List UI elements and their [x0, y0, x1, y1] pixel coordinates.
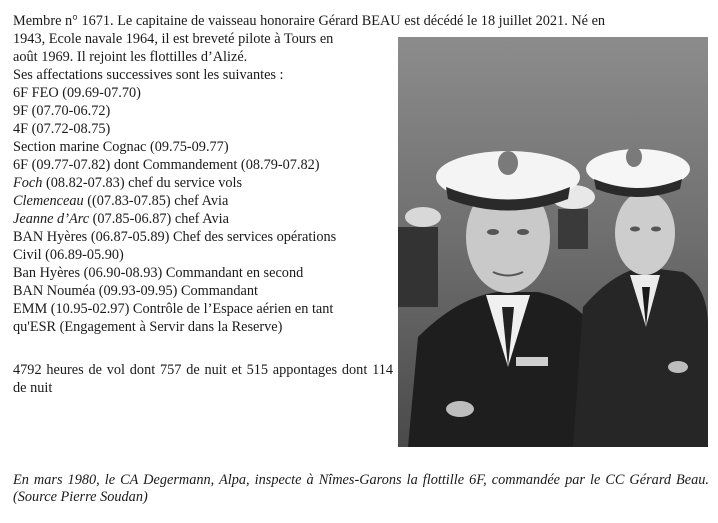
career-item-text: Section marine Cognac (09.75-09.77) — [13, 139, 229, 155]
career-item — [13, 246, 393, 264]
career-item-text: 6F (09.77-07.82) dont Commandement (08.79-07.82) — [13, 157, 320, 173]
career-item-text: 6F FEO (09.69-07.70) — [13, 85, 141, 101]
career-items — [13, 84, 393, 336]
career-list — [13, 48, 393, 336]
intro-line-2: 1943, Ecole navale 1964, il est breveté pilote à Tours en — [13, 31, 334, 47]
career-item — [13, 156, 393, 174]
career-item-text: ((07.83-07.85) chef Avia — [83, 193, 229, 209]
photo-caption: En mars 1980, le CA Degermann, Alpa, inspecte à Nîmes-Garons la flottille 6F, commandée par le CC Gérard Beau. (Source Pierre Soudan) — [13, 472, 709, 505]
career-item-text: qu'ESR (Engagement à Servir dans la Reserve) — [13, 319, 283, 335]
intro-line-3: août 1969. Il rejoint les flottilles d’Alizé. — [13, 49, 248, 65]
career-item — [13, 174, 393, 192]
career-heading: Ses affectations successives sont les suivantes : — [13, 67, 284, 83]
career-item — [13, 264, 393, 282]
career-item — [13, 84, 393, 102]
ship-name: Jeanne d’Arc — [13, 211, 90, 227]
career-item-text: (08.82-07.83) chef du service vols — [42, 175, 243, 191]
career-item-text: BAN Nouméa (09.93-09.95) Commandant — [13, 283, 258, 299]
career-item — [13, 138, 393, 156]
career-item — [13, 210, 393, 228]
career-item-text: BAN Hyères (06.87-05.89) Chef des services opérations — [13, 229, 337, 245]
ship-name: Foch — [13, 175, 43, 191]
career-item-text: Ban Hyères (06.90-08.93) Commandant en second — [13, 265, 304, 281]
flight-stats: 4792 heures de vol dont 757 de nuit et 515 appontages dont 114 de nuit — [13, 362, 393, 396]
career-item — [13, 318, 393, 336]
ship-name: Clemenceau — [13, 193, 84, 209]
career-item-text: Civil (06.89-05.90) — [13, 247, 124, 263]
career-item — [13, 282, 393, 300]
career-item — [13, 102, 393, 120]
career-item — [13, 300, 393, 318]
career-item-text: 9F (07.70-06.72) — [13, 103, 111, 119]
career-item-text: 4F (07.72-08.75) — [13, 121, 111, 137]
intro-line-1: Membre n° 1671. Le capitaine de vaisseau honoraire Gérard BEAU est décédé le 18 juillet 2021. Né en — [13, 13, 606, 29]
archive-photo — [398, 37, 708, 447]
career-item-text: EMM (10.95-02.97) Contrôle de l’Espace aérien en tant — [13, 301, 334, 317]
career-item — [13, 120, 393, 138]
career-item — [13, 192, 393, 210]
career-item-text: (07.85-06.87) chef Avia — [89, 211, 229, 227]
career-item — [13, 228, 393, 246]
